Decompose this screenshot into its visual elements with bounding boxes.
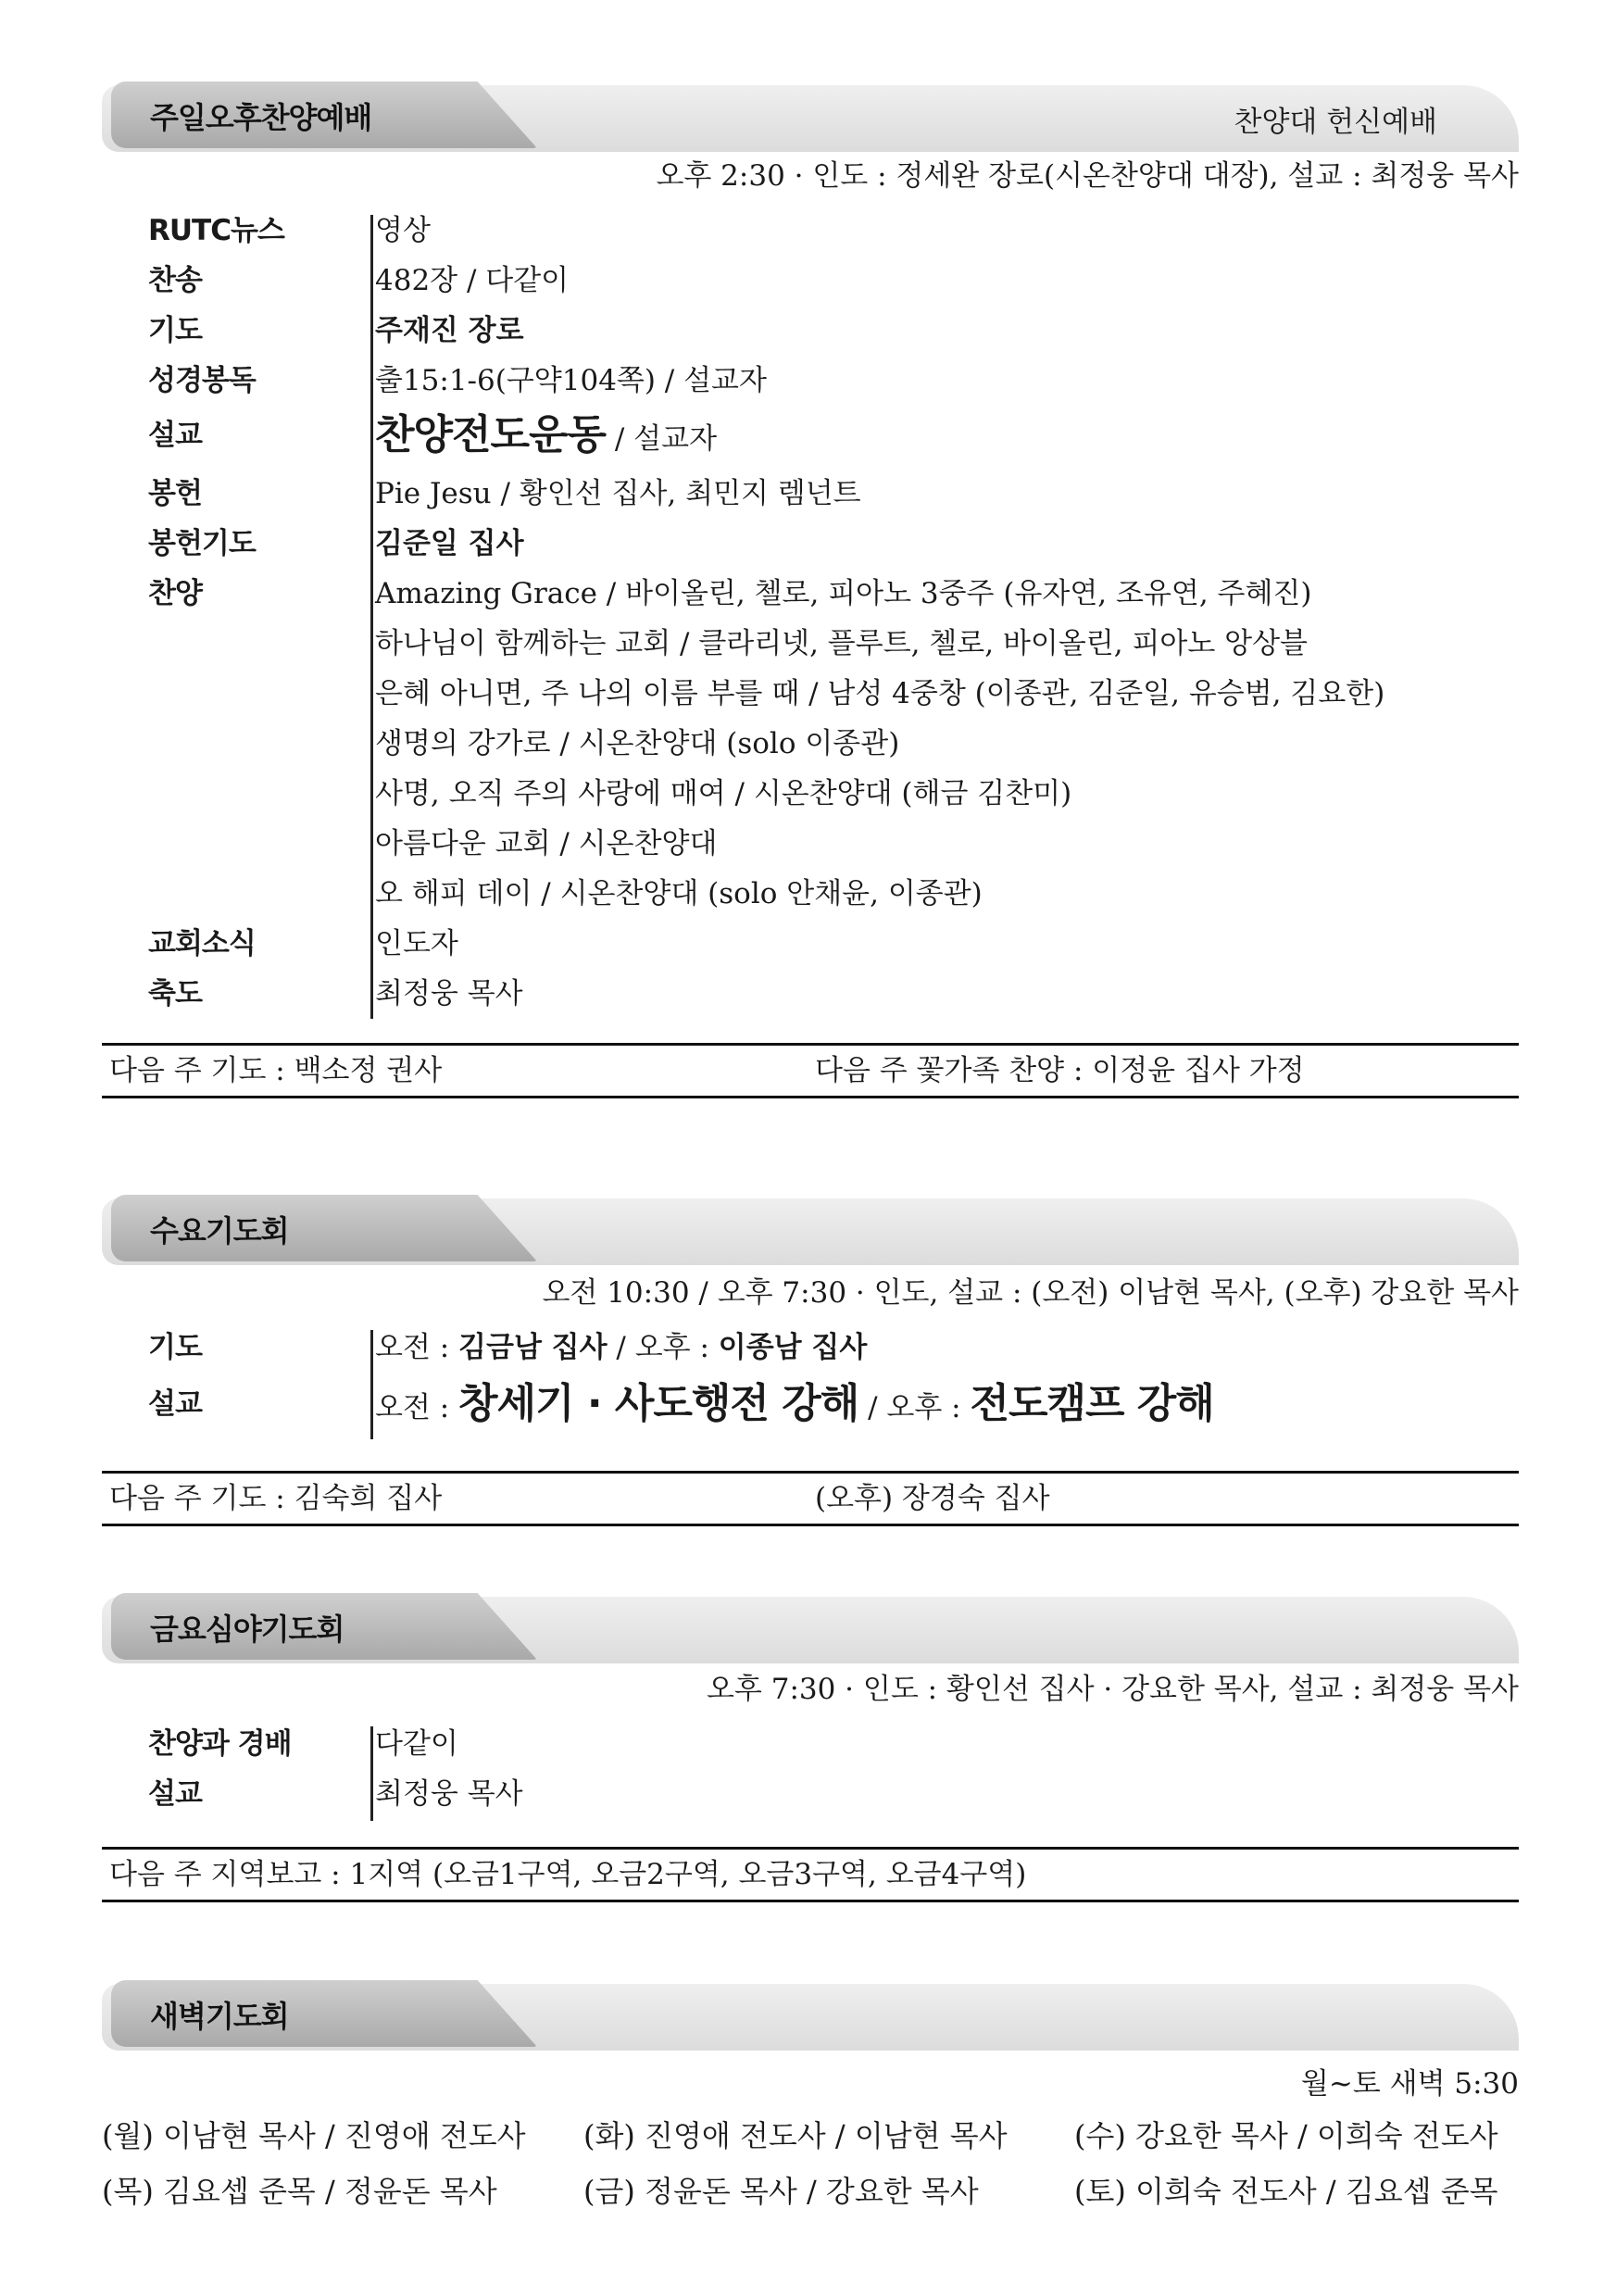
row-label: 봉헌기도 bbox=[148, 527, 256, 560]
divider bbox=[370, 1726, 373, 1821]
list-item bbox=[148, 819, 1519, 869]
row-label bbox=[148, 719, 375, 769]
list-item bbox=[148, 869, 1519, 919]
row-value: 영상 bbox=[375, 214, 431, 247]
row-label bbox=[148, 819, 375, 869]
row-label: 축도 bbox=[148, 977, 202, 1010]
row-label: 찬양 bbox=[148, 577, 202, 610]
row-label: RUTC뉴스 bbox=[148, 214, 284, 247]
sunday-section bbox=[102, 82, 1519, 1098]
list-item bbox=[148, 206, 1519, 256]
next-week-text: 다음 주 지역보고 : 1지역 (오금1구역, 오금2구역, 오금3구역, 오금4구역) bbox=[109, 1858, 1027, 1891]
list-item: (토) 이희숙 전도사 / 김요셉 준목 bbox=[1074, 2174, 1498, 2209]
section-header bbox=[102, 1195, 1519, 1267]
list-item bbox=[148, 619, 1519, 669]
list-item bbox=[148, 1323, 1519, 1373]
row-label: 설교 bbox=[148, 419, 202, 452]
row-label: 설교 bbox=[148, 1387, 202, 1421]
section-header bbox=[102, 82, 1519, 154]
next-week-text: 다음 주 꽃가족 찬양 : 이정윤 집사 가정 bbox=[815, 1054, 1305, 1087]
row-label: 설교 bbox=[148, 1777, 202, 1811]
row-value: 482장 / 다같이 bbox=[375, 264, 570, 297]
row-value: 사명, 오직 주의 사랑에 매여 / 시온찬양대 (해금 김찬미) bbox=[375, 777, 1072, 810]
section-title: 수요기도회 bbox=[150, 1213, 289, 1248]
list-item: (금) 정윤돈 목사 / 강요한 목사 bbox=[583, 2174, 979, 2209]
list-item bbox=[148, 669, 1519, 719]
dawn-section bbox=[102, 1980, 1519, 2219]
list-item bbox=[148, 406, 1519, 469]
list-item bbox=[148, 569, 1519, 619]
row-value: 다같이 bbox=[375, 1727, 458, 1761]
order-of-service bbox=[148, 1323, 1519, 1439]
row-label: 기도 bbox=[148, 1331, 202, 1364]
row-value: Amazing Grace / 바이올린, 첼로, 피아노 3중주 (유자연, 조유연, 주혜진) bbox=[375, 577, 1312, 610]
section-title: 금요심야기도회 bbox=[150, 1612, 344, 1647]
next-week-info bbox=[102, 1847, 1519, 1902]
list-item bbox=[148, 1769, 1519, 1819]
service-info: 월~토 새벽 5:30 bbox=[1300, 2067, 1519, 2101]
row-value: 출15:1-6(구약104쪽) / 설교자 bbox=[375, 364, 767, 397]
list-item bbox=[148, 256, 1519, 306]
row-value: 오 해피 데이 / 시온찬양대 (solo 안채윤, 이종관) bbox=[375, 877, 983, 910]
list-item bbox=[148, 969, 1519, 1019]
section-title: 새벽기도회 bbox=[150, 1999, 289, 2034]
row-label bbox=[148, 869, 375, 919]
row-value: 생명의 강가로 / 시온찬양대 (solo 이종관) bbox=[375, 727, 900, 760]
row-value: 은혜 아니면, 주 나의 이름 부를 때 / 남성 4중창 (이종관, 김준일, 유승범, 김요한) bbox=[375, 677, 1385, 710]
row-value: 김준일 집사 bbox=[375, 527, 524, 560]
row-label: 찬송 bbox=[148, 264, 202, 297]
row-label bbox=[148, 619, 375, 669]
list-item bbox=[148, 769, 1519, 819]
friday-section bbox=[102, 1593, 1519, 1902]
section-subtitle: 찬양대 헌신예배 bbox=[1234, 106, 1437, 139]
list-item bbox=[148, 1719, 1519, 1769]
row-label: 찬양과 경배 bbox=[148, 1727, 292, 1761]
service-info: 오후 2:30 · 인도 : 정세완 장로(시온찬양대 대장), 설교 : 최정웅 목사 bbox=[656, 159, 1519, 193]
wednesday-section bbox=[102, 1195, 1519, 1526]
service-info: 오전 10:30 / 오후 7:30 · 인도, 설교 : (오전) 이남현 목사, (오후) 강요한 목사 bbox=[542, 1276, 1519, 1310]
row-value: 오전 : 창세기 · 사도행전 강해 / 오후 : 전도캠프 강해 bbox=[375, 1380, 1214, 1427]
list-item bbox=[148, 719, 1519, 769]
row-value: 주재진 장로 bbox=[375, 314, 524, 347]
row-label bbox=[148, 769, 375, 819]
row-label: 봉헌 bbox=[148, 477, 202, 510]
list-item: (목) 김요셉 준목 / 정윤돈 목사 bbox=[102, 2174, 497, 2209]
row-value: 오전 : 김금남 집사 / 오후 : 이종남 집사 bbox=[375, 1331, 868, 1364]
row-label bbox=[148, 669, 375, 719]
list-item: (수) 강요한 목사 / 이희숙 전도사 bbox=[1074, 2118, 1498, 2153]
service-info: 오후 7:30 · 인도 : 황인선 집사 · 강요한 목사, 설교 : 최정웅 목사 bbox=[706, 1673, 1519, 1706]
section-header bbox=[102, 1980, 1519, 2052]
list-item bbox=[148, 469, 1519, 519]
row-value: Pie Jesu / 황인선 집사, 최민지 렘넌트 bbox=[375, 477, 861, 510]
list-item: (월) 이남현 목사 / 진영애 전도사 bbox=[102, 2118, 526, 2153]
section-header bbox=[102, 1593, 1519, 1665]
order-of-service bbox=[148, 1719, 1519, 1819]
section-title: 주일오후찬양예배 bbox=[150, 100, 372, 135]
list-item bbox=[148, 356, 1519, 406]
order-of-service bbox=[148, 206, 1519, 1019]
list-item bbox=[148, 306, 1519, 356]
row-label: 성경봉독 bbox=[148, 364, 256, 397]
row-value: 최정웅 목사 bbox=[375, 1777, 523, 1811]
dawn-schedule bbox=[102, 2108, 1519, 2219]
row-value: 최정웅 목사 bbox=[375, 977, 523, 1010]
next-week-info bbox=[102, 1043, 1519, 1098]
list-item bbox=[148, 519, 1519, 569]
list-item: (화) 진영애 전도사 / 이남현 목사 bbox=[583, 2118, 1008, 2153]
row-value: 인도자 bbox=[375, 927, 458, 960]
row-value: 찬양전도운동 / 설교자 bbox=[375, 411, 718, 458]
next-week-text: (오후) 장경숙 집사 bbox=[815, 1482, 1050, 1515]
row-value: 하나님이 함께하는 교회 / 클라리넷, 플루트, 첼로, 바이올린, 피아노 앙상블 bbox=[375, 627, 1308, 660]
row-label: 교회소식 bbox=[148, 927, 256, 960]
divider bbox=[370, 215, 373, 1019]
list-item bbox=[148, 919, 1519, 969]
divider bbox=[370, 1330, 373, 1439]
next-week-text: 다음 주 기도 : 백소정 권사 bbox=[109, 1054, 443, 1087]
next-week-text: 다음 주 기도 : 김숙희 집사 bbox=[109, 1482, 443, 1515]
list-item bbox=[148, 1373, 1519, 1439]
row-label: 기도 bbox=[148, 314, 202, 347]
next-week-info bbox=[102, 1471, 1519, 1526]
row-value: 아름다운 교회 / 시온찬양대 bbox=[375, 827, 718, 860]
